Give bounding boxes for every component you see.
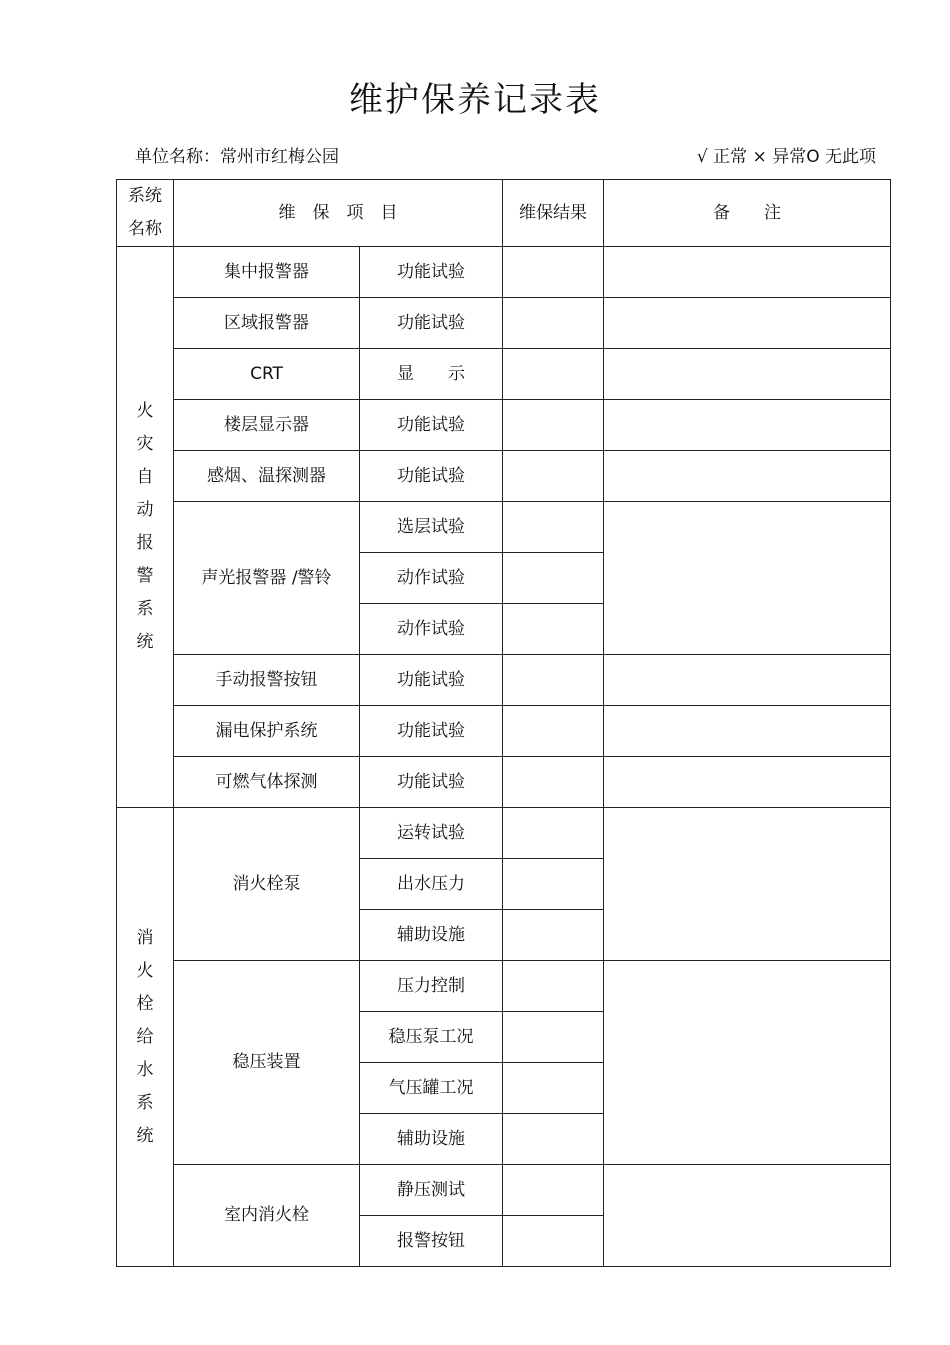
table-row (117, 808, 891, 859)
table-row (117, 961, 891, 1012)
check-item-cell: 功能试验 (360, 451, 503, 502)
result-cell[interactable] (503, 655, 604, 706)
header-system-name: 系统 名称 (117, 180, 174, 247)
check-item-cell: 功能试验 (360, 247, 503, 298)
header-item: 维 保 项 目 (174, 180, 503, 247)
system-name-cell: 火 灾 自 动 报 警 系 统 (117, 247, 174, 808)
note-cell[interactable] (604, 502, 891, 655)
header-note: 备 注 (604, 180, 891, 247)
system-name-cell: 消 火 栓 给 水 系 统 (117, 808, 174, 1267)
result-cell[interactable] (503, 553, 604, 604)
result-cell[interactable] (503, 1165, 604, 1216)
device-cell: 集中报警器 (174, 247, 360, 298)
note-cell[interactable] (604, 298, 891, 349)
table-row (117, 247, 891, 298)
maintenance-table (116, 179, 891, 1267)
table-row (117, 502, 891, 553)
note-cell[interactable] (604, 451, 891, 502)
table-row (117, 349, 891, 400)
device-cell: 声光报警器 /警铃 (174, 502, 360, 655)
check-item-cell: 显 示 (360, 349, 503, 400)
check-item-cell: 静压测试 (360, 1165, 503, 1216)
check-item-cell: 辅助设施 (360, 1114, 503, 1165)
note-cell[interactable] (604, 808, 891, 961)
table-row (117, 706, 891, 757)
check-item-cell: 动作试验 (360, 553, 503, 604)
check-item-cell: 功能试验 (360, 706, 503, 757)
table-row (117, 400, 891, 451)
note-cell[interactable] (604, 757, 891, 808)
check-item-cell: 气压罐工况 (360, 1063, 503, 1114)
check-item-cell: 稳压泵工况 (360, 1012, 503, 1063)
note-cell[interactable] (604, 961, 891, 1165)
result-cell[interactable] (503, 400, 604, 451)
result-cell[interactable] (503, 298, 604, 349)
device-cell: 手动报警按钮 (174, 655, 360, 706)
check-item-cell: 功能试验 (360, 400, 503, 451)
result-cell[interactable] (503, 1063, 604, 1114)
device-cell: CRT (174, 349, 360, 400)
result-cell[interactable] (503, 1216, 604, 1267)
table-row (117, 298, 891, 349)
result-cell[interactable] (503, 1012, 604, 1063)
result-cell[interactable] (503, 1114, 604, 1165)
page-title: 维护保养记录表 (349, 80, 601, 120)
check-item-cell: 辅助设施 (360, 910, 503, 961)
result-cell[interactable] (503, 961, 604, 1012)
check-item-cell: 运转试验 (360, 808, 503, 859)
result-cell[interactable] (503, 757, 604, 808)
table-row (117, 757, 891, 808)
table-header-row (117, 180, 891, 247)
result-cell[interactable] (503, 247, 604, 298)
device-cell: 稳压装置 (174, 961, 360, 1165)
note-cell[interactable] (604, 655, 891, 706)
unit-value: 常州市红梅公园 (220, 147, 339, 167)
check-item-cell: 出水压力 (360, 859, 503, 910)
check-item-cell: 功能试验 (360, 298, 503, 349)
result-cell[interactable] (503, 706, 604, 757)
result-cell[interactable] (503, 604, 604, 655)
note-cell[interactable] (604, 349, 891, 400)
device-cell: 区域报警器 (174, 298, 360, 349)
note-cell[interactable] (604, 706, 891, 757)
device-cell: 室内消火栓 (174, 1165, 360, 1267)
table-row (117, 655, 891, 706)
header-result: 维保结果 (503, 180, 604, 247)
device-cell: 感烟、温探测器 (174, 451, 360, 502)
note-cell[interactable] (604, 1165, 891, 1267)
check-item-cell: 压力控制 (360, 961, 503, 1012)
table-row (117, 1165, 891, 1216)
unit-label: 单位名称： (135, 147, 220, 167)
check-item-cell: 功能试验 (360, 655, 503, 706)
result-cell[interactable] (503, 349, 604, 400)
result-cell[interactable] (503, 808, 604, 859)
check-item-cell: 功能试验 (360, 757, 503, 808)
note-cell[interactable] (604, 400, 891, 451)
device-cell: 消火栓泵 (174, 808, 360, 961)
device-cell: 楼层显示器 (174, 400, 360, 451)
device-cell: 漏电保护系统 (174, 706, 360, 757)
table-row (117, 451, 891, 502)
result-cell[interactable] (503, 451, 604, 502)
check-item-cell: 动作试验 (360, 604, 503, 655)
unit-line (135, 142, 339, 167)
check-item-cell: 选层试验 (360, 502, 503, 553)
result-cell[interactable] (503, 502, 604, 553)
result-cell[interactable] (503, 859, 604, 910)
check-item-cell: 报警按钮 (360, 1216, 503, 1267)
result-cell[interactable] (503, 910, 604, 961)
note-cell[interactable] (604, 247, 891, 298)
device-cell: 可燃气体探测 (174, 757, 360, 808)
status-legend: √ 正常 × 异常O 无此项 (696, 147, 876, 167)
